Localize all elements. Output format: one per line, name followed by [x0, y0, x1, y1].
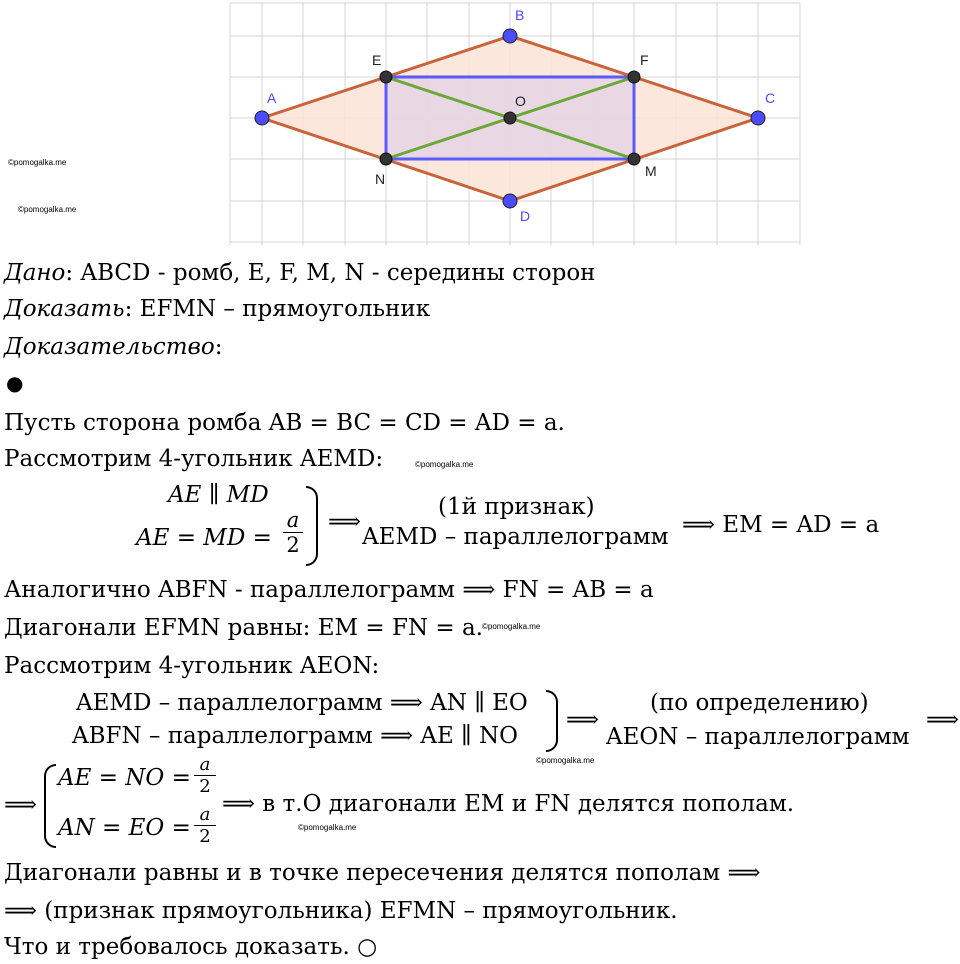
numerator: a [199, 804, 211, 825]
side-line: Пусть сторона ромба AB = BC = CD = AD = a. [4, 410, 565, 436]
bullet: ● [6, 371, 24, 395]
conclusion2-line: ⟹ (признак прямоугольника) EFMN – прямоугольник. [4, 898, 678, 924]
fraction-a-over-2 [194, 804, 216, 847]
by-definition: (по определению) [650, 690, 869, 716]
watermark: ©pomogalka.me [536, 756, 595, 765]
label-d: D [520, 208, 531, 224]
prove-label: Доказать [4, 296, 125, 322]
conclusion1-line: Диагонали равны и в точке пересечения делятся пополам ⟹ [4, 860, 761, 886]
sys3-line1: AE = NO = [58, 765, 191, 791]
label-c: C [765, 90, 776, 106]
label-n: N [375, 171, 386, 187]
fraction-a-over-2 [283, 508, 303, 557]
denominator: 2 [194, 825, 216, 847]
consider1-line: Рассмотрим 4-угольник AEMD: [4, 446, 384, 472]
consider2-line: Рассмотрим 4-угольник AEON: [4, 653, 380, 679]
prove-text: : EFMN – прямоугольник [124, 296, 431, 322]
diagonals-equal-line: Диагонали EFMN равны: EM = FN = a. [4, 615, 483, 641]
right-brace [306, 486, 318, 566]
implies-arrow: ⟹ [926, 707, 959, 733]
given-text: : ABCD - ромб, E, F, M, N - середины сторон [65, 260, 596, 286]
point-n [380, 153, 392, 165]
point-d [503, 194, 517, 208]
label-e: E [372, 52, 382, 68]
sys1-line1: AE ∥ MD [168, 482, 269, 508]
right-brace [546, 690, 558, 752]
implies-arrow: ⟹ [328, 509, 361, 535]
point-c [751, 111, 765, 125]
given-label: Дано [4, 260, 66, 286]
fraction-a-over-2 [194, 754, 216, 797]
sign1: (1й признак) [438, 494, 595, 520]
point-f [628, 71, 640, 83]
watermark: ©pomogalka.me [8, 158, 67, 167]
parallelogram1: AEMD – параллелограмм [362, 524, 669, 550]
point-o [504, 112, 516, 124]
label-b: B [515, 7, 525, 23]
numerator: a [199, 754, 211, 775]
numerator: a [286, 508, 300, 532]
point-e [380, 71, 392, 83]
sys3-line2: AN = EO = [58, 815, 191, 841]
sys1-line2: AE = MD = [136, 525, 272, 551]
parallelogram2: AEON – параллелограмм [606, 724, 910, 750]
proof-line [4, 332, 223, 362]
implies-arrow: ⟹ [4, 792, 37, 818]
rhombus-figure [0, 0, 960, 250]
left-brace [44, 764, 56, 848]
watermark: ©pomogalka.me [18, 205, 77, 214]
point-a [255, 111, 269, 125]
label-a: A [267, 90, 277, 106]
label-m: M [645, 163, 657, 179]
watermark: ©pomogalka.me [415, 460, 474, 469]
bisect-line: ⟹ в т.O диагонали EM и FN делятся пополам. [222, 791, 795, 817]
prove-line [4, 294, 430, 324]
sys2-line1: AEMD – параллелограмм ⟹ AN ∥ EO [76, 690, 528, 716]
denominator: 2 [194, 775, 216, 797]
label-f: F [640, 52, 649, 68]
proof-colon: : [214, 334, 223, 360]
similarly-line: Аналогично ABFN - параллелограмм ⟹ FN = AB = a [4, 577, 654, 603]
point-m [628, 153, 640, 165]
denominator: 2 [283, 532, 303, 557]
watermark: ©pomogalka.me [298, 823, 357, 832]
watermark: ©pomogalka.me [482, 622, 541, 631]
sys2-line2: ABFN – параллелограмм ⟹ AE ∥ NO [72, 723, 518, 749]
point-b [503, 29, 517, 43]
result1: ⟹ EM = AD = a [682, 512, 880, 538]
qed-line: Что и требовалось доказать. ○ [4, 934, 378, 960]
given-line [4, 258, 596, 288]
proof-label: Доказательство [4, 334, 215, 360]
implies-arrow: ⟹ [566, 707, 599, 733]
label-o: O [515, 93, 526, 109]
